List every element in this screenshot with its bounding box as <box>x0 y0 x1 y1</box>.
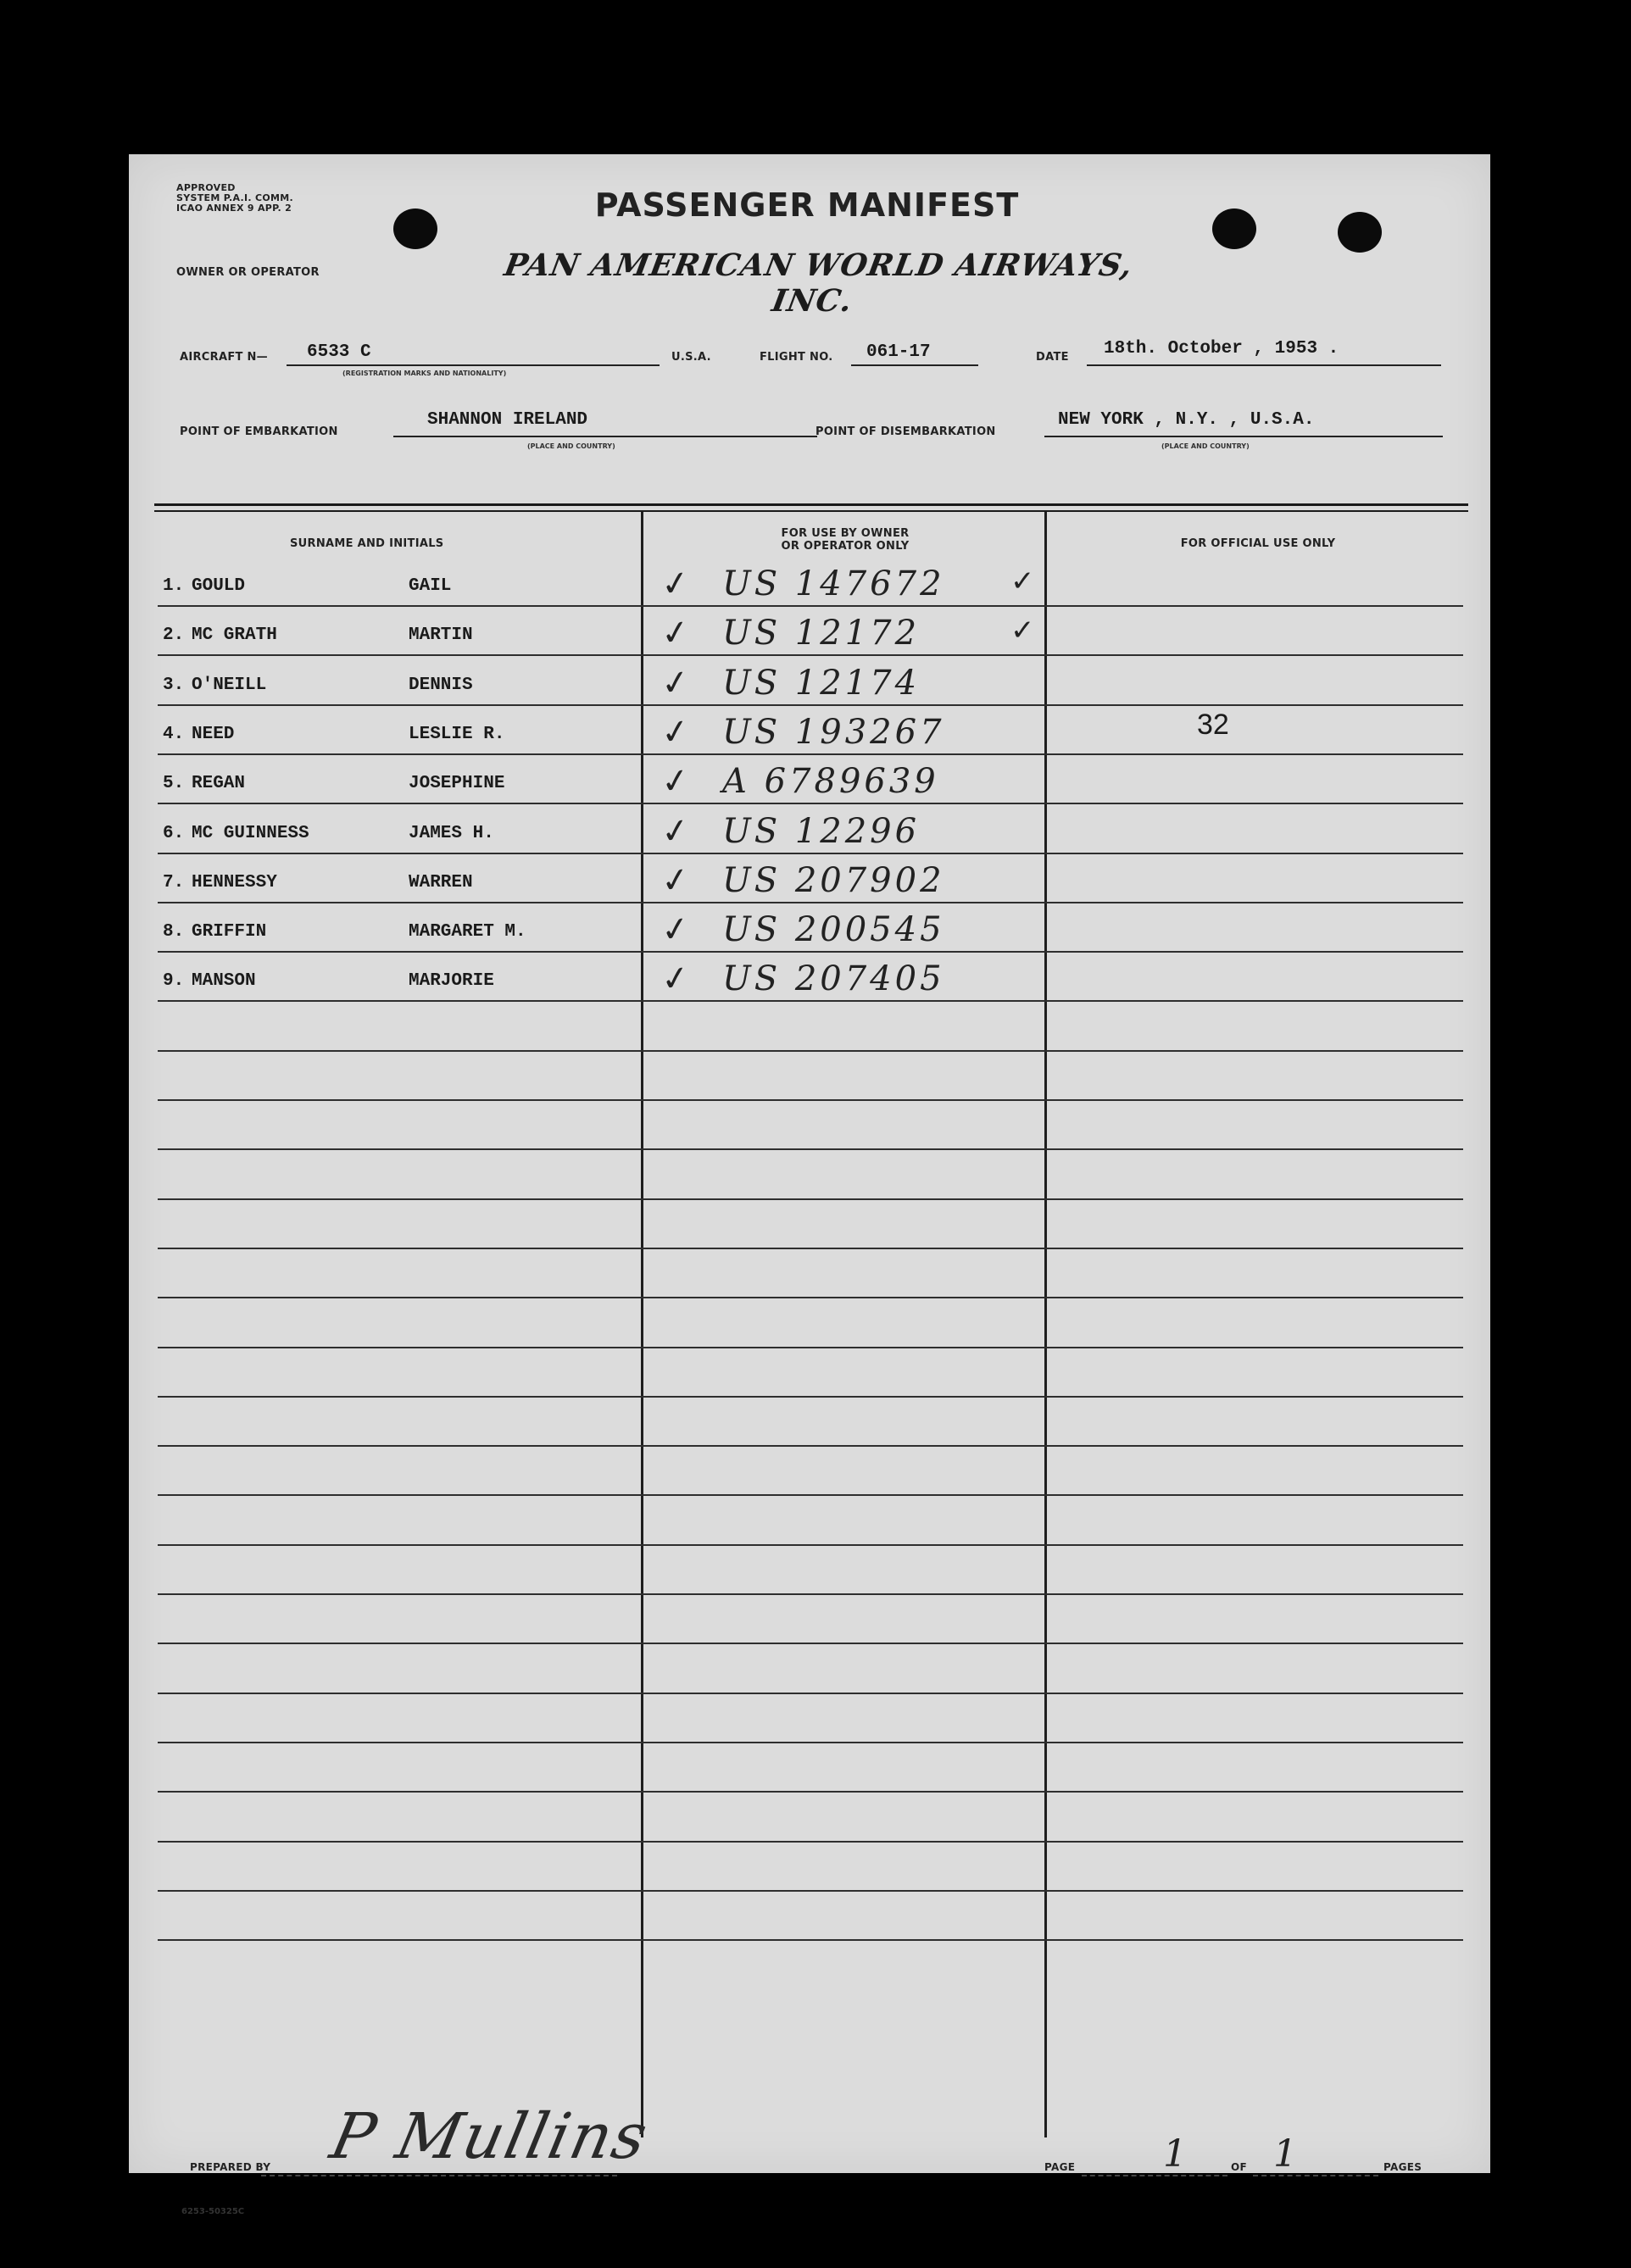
row-rule <box>158 1643 1463 1644</box>
row-rule <box>158 1099 1463 1101</box>
passenger-surname: MC GRATH <box>192 625 277 646</box>
passenger-given-name: GAIL <box>409 576 452 596</box>
row-number: 3. <box>163 675 185 695</box>
row-rule <box>158 1198 1463 1200</box>
row-rule <box>158 1297 1463 1298</box>
passport-number: US 207902 <box>722 860 945 900</box>
approval-line: SYSTEM P.A.I. COMM. <box>176 192 294 203</box>
passport-number: US 12174 <box>722 663 921 703</box>
airline-name: PAN AMERICAN WORLD AIRWAYS, INC. <box>501 247 1136 319</box>
punch-hole <box>1212 208 1256 249</box>
of-label: OF <box>1231 2161 1247 2173</box>
passenger-given-name: JAMES H. <box>409 823 494 843</box>
date-underline <box>1087 364 1441 366</box>
row-number: 1. <box>163 576 185 596</box>
col-header-owner-line: FOR USE BY OWNER <box>781 527 910 540</box>
flight-underline <box>851 364 978 366</box>
passenger-surname: REGAN <box>192 774 246 794</box>
passport-number: US 12296 <box>722 811 921 851</box>
row-rule <box>158 1050 1463 1052</box>
passenger-given-name: JOSEPHINE <box>409 774 505 794</box>
check-mark: ✓ <box>658 562 693 606</box>
row-rule <box>158 1347 1463 1348</box>
passenger-surname: NEED <box>192 724 235 744</box>
check-mark: ✓ <box>658 809 693 853</box>
row-rule <box>158 1000 1463 1002</box>
row-number: 5. <box>163 774 185 794</box>
form-title: PASSENGER MANIFEST <box>594 186 1020 224</box>
aircraft-value: 6533 C <box>307 342 371 362</box>
col-header-official: FOR OFFICIAL USE ONLY <box>1180 537 1336 550</box>
row-rule <box>158 654 1463 656</box>
col-header-owner-line: OR OPERATOR ONLY <box>781 540 910 553</box>
passenger-surname: HENNESSY <box>192 872 277 892</box>
row-number: 2. <box>163 625 185 646</box>
pages-label: PAGES <box>1383 2161 1422 2173</box>
of-underline <box>1253 2175 1378 2176</box>
row-rule <box>158 1248 1463 1249</box>
embark-label: POINT OF EMBARKATION <box>180 425 338 438</box>
row-number: 4. <box>163 724 185 744</box>
approval-block <box>176 183 293 214</box>
row-rule <box>158 1693 1463 1694</box>
column-divider <box>1044 512 1047 2137</box>
place-note: (PLACE AND COUNTRY) <box>527 442 615 450</box>
passport-number: US 147672 <box>722 564 945 603</box>
row-rule <box>158 1939 1463 1941</box>
date-value: 18th. October , 1953 . <box>1104 339 1339 359</box>
passenger-given-name: MARJORIE <box>409 971 494 992</box>
passenger-surname: O'NEILL <box>192 675 267 695</box>
approval-line: APPROVED <box>176 182 236 193</box>
row-rule <box>158 1742 1463 1743</box>
col-header-names: SURNAME AND INITIALS <box>290 537 444 550</box>
header-rule <box>154 510 1468 512</box>
check-mark: ✓ <box>658 859 693 902</box>
flight-label: FLIGHT NO. <box>760 351 833 364</box>
passenger-surname: MANSON <box>192 971 256 992</box>
official-note: 32 <box>1197 709 1229 741</box>
row-number: 8. <box>163 922 185 942</box>
row-number: 6. <box>163 823 185 843</box>
date-label: DATE <box>1036 351 1069 364</box>
passport-number: US 200545 <box>722 910 945 950</box>
check-mark: ✓ <box>658 908 693 952</box>
manifest-page <box>129 154 1490 2216</box>
prepared-label: PREPARED BY <box>190 2161 271 2173</box>
check-mark: ✓ <box>658 710 693 753</box>
col-header-owner <box>646 527 1044 553</box>
owner-label: OWNER OR OPERATOR <box>176 266 320 279</box>
check-mark: ✓ <box>658 760 693 803</box>
passenger-surname: GOULD <box>192 576 246 596</box>
form-code: 6253-50325C <box>181 2207 245 2216</box>
disembark-value: NEW YORK , N.Y. , U.S.A. <box>1058 410 1315 430</box>
page-label: PAGE <box>1044 2161 1076 2173</box>
check-mark: ✓ <box>658 661 693 704</box>
signature: P Mullins <box>324 2100 655 2173</box>
aircraft-underline <box>287 364 660 366</box>
tick-mark: ✓ <box>1010 614 1035 648</box>
row-rule <box>158 1890 1463 1892</box>
check-mark: ✓ <box>658 958 693 1001</box>
registration-note: (REGISTRATION MARKS AND NATIONALITY) <box>342 370 507 377</box>
page-value: 1 <box>1163 2132 1187 2176</box>
place-note: (PLACE AND COUNTRY) <box>1161 442 1250 450</box>
row-rule <box>158 1841 1463 1843</box>
disembark-label: POINT OF DISEMBARKATION <box>816 425 996 438</box>
row-rule <box>158 1148 1463 1150</box>
punch-hole <box>393 208 437 249</box>
row-rule <box>158 1593 1463 1595</box>
row-rule <box>158 853 1463 854</box>
flight-value: 061-17 <box>866 342 931 362</box>
row-rule <box>158 1494 1463 1496</box>
passenger-given-name: MARGARET M. <box>409 922 526 942</box>
passport-number: US 207405 <box>722 959 945 999</box>
passenger-given-name: MARTIN <box>409 625 473 646</box>
row-rule <box>158 605 1463 607</box>
of-value: 1 <box>1273 2132 1297 2176</box>
disembark-underline <box>1044 436 1443 437</box>
passenger-surname: GRIFFIN <box>192 922 267 942</box>
embark-underline <box>393 436 817 437</box>
passenger-surname: MC GUINNESS <box>192 823 309 843</box>
row-rule <box>158 902 1463 903</box>
row-rule <box>158 704 1463 706</box>
row-rule <box>158 753 1463 755</box>
punch-hole <box>1338 212 1382 253</box>
row-number: 7. <box>163 872 185 892</box>
approval-line: ICAO ANNEX 9 APP. 2 <box>176 203 292 214</box>
tick-mark: ✓ <box>1010 564 1035 598</box>
aircraft-label: AIRCRAFT N— <box>180 351 268 364</box>
embark-value: SHANNON IRELAND <box>427 410 588 430</box>
passenger-given-name: WARREN <box>409 872 473 892</box>
row-rule <box>158 1445 1463 1447</box>
row-number: 9. <box>163 971 185 992</box>
check-mark: ✓ <box>658 612 693 655</box>
passport-number: A 6789639 <box>722 762 939 802</box>
prepared-underline <box>261 2175 617 2176</box>
row-rule <box>158 1544 1463 1546</box>
row-rule <box>158 1396 1463 1398</box>
row-rule <box>158 951 1463 953</box>
row-rule <box>158 1791 1463 1793</box>
passenger-given-name: LESLIE R. <box>409 724 505 744</box>
passport-number: US 12172 <box>722 614 921 653</box>
usa-label: U.S.A. <box>671 351 711 364</box>
passenger-given-name: DENNIS <box>409 675 473 695</box>
header-rule <box>154 503 1468 506</box>
page-underline <box>1082 2175 1227 2176</box>
passport-number: US 193267 <box>722 712 945 752</box>
row-rule <box>158 803 1463 804</box>
column-divider <box>641 512 643 2137</box>
